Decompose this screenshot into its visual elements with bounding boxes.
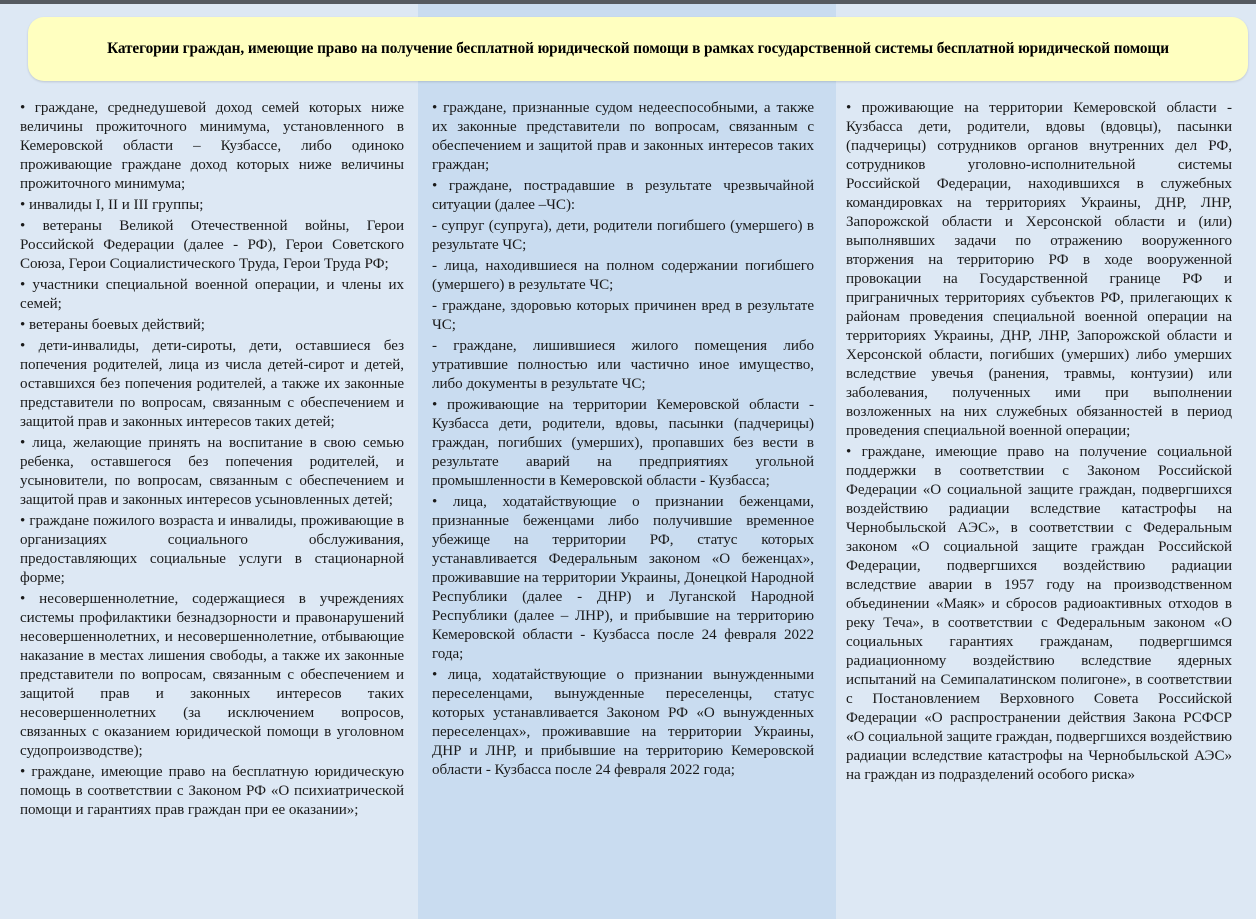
list-item: • ветераны Великой Отечественной войны, Герои Российской Федерации (далее - РФ), Герои Советского Союза, Герои Социалистического Труда, Герои Труда РФ; xyxy=(20,218,404,272)
list-item: • дети-инвалиды, дети-сироты, дети, оставшиеся без попечения родителей, лица из числа детей-сирот и детей, оставшихся без попечения родителей, а также их законные представители по вопросам, связанным с обеспечением и защитой прав и законных интересов таких детей; xyxy=(20,338,404,430)
list-item: • проживающие на территории Кемеровской области - Кузбасса дети, родители, вдовы, пасынки (падчерицы) граждан, погибших (умерших), пропавших без вести в результате аварий на предприятиях угольной промышленности в Кемеровской области - Кузбасса; xyxy=(432,397,814,489)
list-item: • проживающие на территории Кемеровской области - Кузбасса дети, родители, вдовы (вдовцы), пасынки (падчерицы) сотрудников органов внутренних дел РФ, сотрудников уголовно-исполнительной системы Российской Федерации, находившихся в служебных командировках на территориях Украины, ДНР, ЛНР, Запорожской области и Херсонской области и (или) выполнявших задачи по отражению вооруженного вторжения на территорию РФ в ходе вооруженной провокации на Государственной границе РФ и приграничных территориях субъектов РФ, прилегающих к районам проведения специальной военной операции на территориях Украины, ДНР, ЛНР, Запорожской области и Херсонской области, погибших (умерших) либо умерших вследствие увечья (ранения, травмы, контузии) или заболевания, полученных ими при выполнении возложенных на них служебных обязанностей в период проведения специальной военной операции; xyxy=(846,100,1232,439)
column-left xyxy=(20,99,404,822)
list-item: • граждане пожилого возраста и инвалиды, проживающие в организациях социального обслуживания, предоставляющих социальные услуги в стационарной форме; xyxy=(20,513,404,586)
list-item: • граждане, среднедушевой доход семей которых ниже величины прожиточного минимума, установленного в Кемеровской области – Кузбассе, либо одиноко проживающие граждане доход которых ниже величины прожиточного минимума; xyxy=(20,100,404,192)
list-item: • граждане, признанные судом недееспособными, а также их законные представители по вопросам, связанным с обеспечением и защитой прав и законных интересов таких граждан; xyxy=(432,100,814,173)
column-right xyxy=(846,99,1232,787)
list-item: - граждане, здоровью которых причинен вред в результате ЧС; xyxy=(432,298,814,333)
list-item: • граждане, пострадавшие в результате чрезвычайной ситуации (далее –ЧС): xyxy=(432,178,814,213)
column-middle xyxy=(432,99,814,782)
list-item: • ветераны боевых действий; xyxy=(20,317,205,333)
list-item: • граждане, имеющие право на бесплатную юридическую помощь в соответствии с Законом РФ «О психиатрической помощи и гарантиях прав граждан при ее оказании»; xyxy=(20,764,404,818)
list-item: • граждане, имеющие право на получение социальной поддержки в соответствии с Законом Российской Федерации «О социальной защите граждан, подвергшихся воздействию радиации вследствие катастрофы на Чернобыльской АЭС», в соответствии с Федеральным законом «О социальной защите граждан Российской Федерации, подвергшихся воздействию радиации вследствие аварии в 1957 году на производственном объединении «Маяк» и сбросов радиоактивных отходов в реку Теча», в соответствии с Федеральным законом «О социальных гарантиях гражданам, подвергшимся радиационному воздействию вследствие ядерных испытаний на Семипалатинском полигоне», в соответствии с Постановлением Верховного Совета Российской Федерации «О распространении действия Закона РСФСР «О социальной защите граждан, подвергшихся воздействию радиации вследствие катастрофы на Чернобыльской АЭС» на граждан из подразделений особого риска» xyxy=(846,444,1233,783)
list-item: • лица, желающие принять на воспитание в свою семью ребенка, оставшегося без попечения родителей, и усыновители, по вопросам, связанным с обеспечением и защитой прав и законных интересов усыновленных детей; xyxy=(20,435,404,508)
list-item: • лица, ходатайствующие о признании вынужденными переселенцами, вынужденные переселенцы, статус которых устанавливается Законом РФ «О вынужденных переселенцах», проживавшие на территории Украины, ДНР и ЛНР, и прибывшие на территорию Кемеровской области - Кузбасса после 24 февраля 2022 года; xyxy=(432,667,814,778)
list-item: • лица, ходатайствующие о признании беженцами, признанные беженцами либо получившие временное убежище на территории РФ, статус которых устанавливается Федеральным законом «О беженцах», проживавшие на территории Украины, Донецкой Народной Республики (далее - ДНР) и Луганской Народной Республики (далее – ЛНР), и прибывшие на территорию Кемеровской области - Кузбасса после 24 февраля 2022 года; xyxy=(432,494,814,662)
list-item: • инвалиды I, II и III группы; xyxy=(20,197,204,213)
page-title: Категории граждан, имеющие право на получение бесплатной юридической помощи в рамках государственной системы бесплатной юридической помощи xyxy=(107,40,1169,57)
list-item: • несовершеннолетние, содержащиеся в учреждениях системы профилактики безнадзорности и правонарушений несовершеннолетних, и несовершеннолетние, отбывающие наказание в местах лишения свободы, а также их законные представители по вопросам, связанным с обеспечением и защитой прав и законных интересов таких несовершеннолетних (за исключением вопросов, связанных с оказанием юридической помощи в уголовном судопроизводстве); xyxy=(20,591,404,759)
list-item: - лица, находившиеся на полном содержании погибшего (умершего) в результате ЧС; xyxy=(432,258,814,293)
list-item: - граждане, лишившиеся жилого помещения либо утратившие полностью или частично иное имущество, либо документы в результате ЧС; xyxy=(432,338,814,392)
title-banner xyxy=(28,17,1248,81)
list-item: - супруг (супруга), дети, родители погибшего (умершего) в результате ЧС; xyxy=(432,218,814,253)
list-item: • участники специальной военной операции, и члены их семей; xyxy=(20,277,404,312)
